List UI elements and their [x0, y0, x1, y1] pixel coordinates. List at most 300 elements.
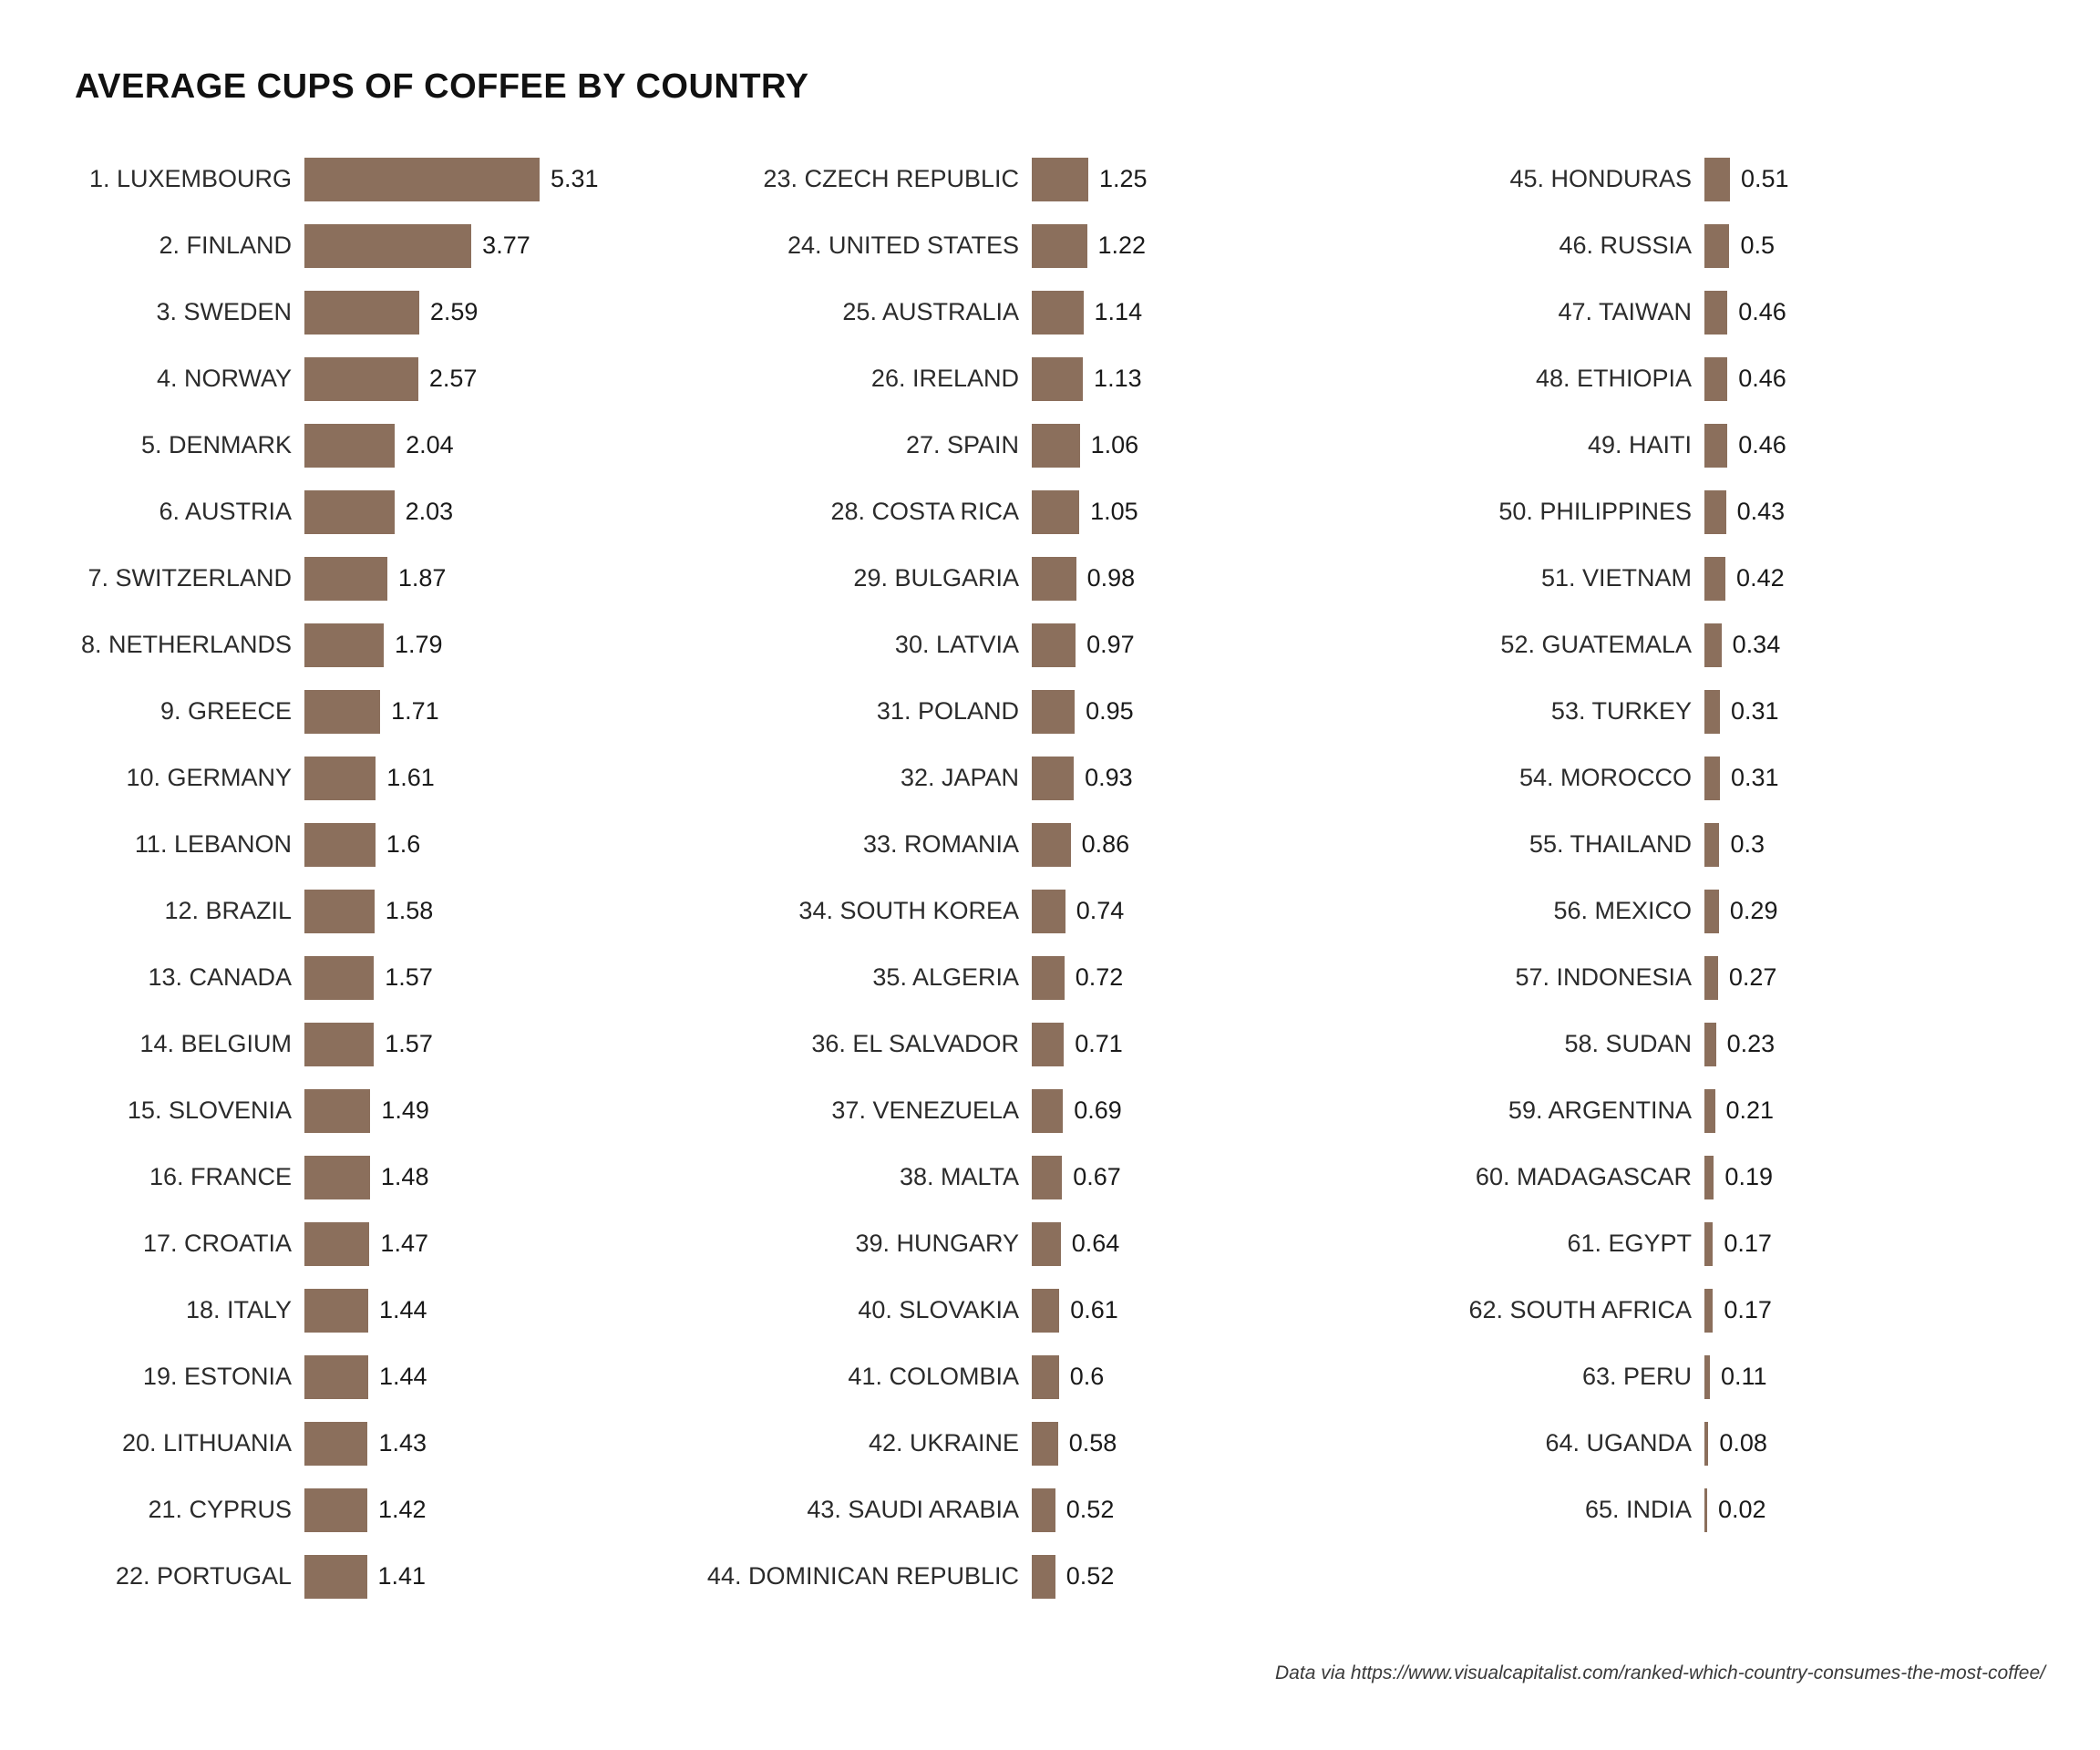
bar [304, 557, 387, 601]
bar-category-label: 5. DENMARK [140, 431, 292, 458]
bar [304, 224, 471, 268]
bar-value-label: 1.42 [377, 1496, 427, 1523]
bar-row [700, 1144, 1400, 1210]
bar [1704, 424, 1727, 468]
bar-value-label: 1.22 [1097, 232, 1147, 259]
bar-value-label: 0.72 [1075, 963, 1124, 991]
bar-row [0, 146, 700, 212]
bar-value-label: 0.52 [1065, 1562, 1115, 1590]
bar-track [1704, 279, 2100, 345]
bar-row [700, 412, 1400, 479]
bar-value-label: 1.57 [385, 1030, 433, 1057]
bar [1032, 424, 1080, 468]
bar [304, 291, 419, 335]
bar-row [700, 146, 1400, 212]
bar-category-label: 62. SOUTH AFRICA [1468, 1296, 1692, 1323]
bar [1032, 1023, 1064, 1066]
bar-category-label: 47. TAIWAN [1558, 298, 1692, 325]
bar-row [0, 412, 700, 479]
bar-track [304, 1077, 700, 1144]
bar-row [0, 944, 700, 1011]
bar-category-label: 63. PERU [1581, 1363, 1692, 1390]
bar [1032, 291, 1084, 335]
bar [1704, 623, 1722, 667]
bar [1032, 890, 1065, 933]
bar-value-label: 0.61 [1070, 1296, 1118, 1323]
bar-track [304, 678, 700, 745]
bar-track [1032, 1077, 1400, 1144]
bar-track [1704, 1210, 2100, 1277]
bar [1704, 1156, 1714, 1199]
bar-row [1400, 878, 2100, 944]
bar-row [700, 878, 1400, 944]
bar-value-label: 1.43 [378, 1429, 427, 1457]
bar-track [1704, 1343, 2100, 1410]
bar-track [1032, 944, 1400, 1011]
bar-track [304, 1011, 700, 1077]
bar-track [1704, 146, 2100, 212]
bar-track [1704, 745, 2100, 811]
bar-row [1400, 1144, 2100, 1210]
bar [304, 1355, 368, 1399]
bar-category-label: 20. LITHUANIA [121, 1429, 292, 1457]
bar-category-label: 53. TURKEY [1550, 697, 1692, 725]
bar-category-label: 27. SPAIN [905, 431, 1019, 458]
bar-row [0, 1144, 700, 1210]
bar-category-label: 23. CZECH REPUBLIC [763, 165, 1019, 192]
bar-track [1704, 678, 2100, 745]
bar-track [304, 745, 700, 811]
bar-track [1704, 212, 2100, 279]
bar-track [1032, 212, 1400, 279]
bar-track [1704, 1277, 2100, 1343]
bar-category-label: 37. VENEZUELA [831, 1096, 1019, 1124]
bar-track [1032, 146, 1400, 212]
bar-value-label: 0.64 [1071, 1230, 1120, 1257]
bar-value-label: 0.23 [1726, 1030, 1776, 1057]
chart-column [1400, 146, 2100, 1610]
bar-category-label: 52. GUATEMALA [1500, 631, 1692, 658]
bar-row [700, 1477, 1400, 1543]
bar-track [1704, 878, 2100, 944]
bar-category-label: 48. ETHIOPIA [1535, 365, 1692, 392]
bar-category-label: 65. INDIA [1584, 1496, 1692, 1523]
bar-value-label: 0.69 [1074, 1096, 1122, 1124]
bar-value-label: 0.86 [1081, 830, 1130, 858]
bar-category-label: 11. LEBANON [134, 830, 292, 858]
bar-track [304, 1543, 700, 1610]
bar-value-label: 1.58 [385, 897, 434, 924]
bar-category-label: 9. GREECE [160, 697, 292, 725]
bar-value-label: 0.52 [1065, 1496, 1115, 1523]
bar-row [1400, 811, 2100, 878]
bar-value-label: 1.61 [386, 764, 435, 791]
bar [1704, 158, 1730, 201]
bar [304, 956, 374, 1000]
bar-row [1400, 1210, 2100, 1277]
bar-row [0, 878, 700, 944]
bar-value-label: 0.51 [1741, 165, 1789, 192]
bar-value-label: 0.27 [1728, 963, 1777, 991]
bar-category-label: 59. ARGENTINA [1508, 1096, 1692, 1124]
bar-category-label: 4. NORWAY [156, 365, 292, 392]
bar [304, 1555, 367, 1599]
bar-row [700, 345, 1400, 412]
bar-category-label: 51. VIETNAM [1540, 564, 1692, 592]
bar-value-label: 2.59 [429, 298, 479, 325]
bar-category-label: 8. NETHERLANDS [80, 631, 292, 658]
bar-value-label: 0.97 [1086, 631, 1135, 658]
bar-row [0, 279, 700, 345]
bar-category-label: 6. AUSTRIA [159, 498, 292, 525]
bar-row [700, 212, 1400, 279]
bar [1704, 557, 1725, 601]
bar-track [304, 1343, 700, 1410]
bar-row [0, 745, 700, 811]
bar-track [304, 279, 700, 345]
bar-category-label: 7. SWITZERLAND [88, 564, 292, 592]
bar-category-label: 15. SLOVENIA [127, 1096, 292, 1124]
bar-row [0, 612, 700, 678]
bar [1032, 1555, 1055, 1599]
bar-category-label: 54. MOROCCO [1518, 764, 1692, 791]
bar [1704, 823, 1719, 867]
bar-value-label: 1.87 [397, 564, 447, 592]
bar-track [1032, 1277, 1400, 1343]
bar-track [1032, 745, 1400, 811]
bar [1704, 1089, 1715, 1133]
bar-category-label: 2. FINLAND [159, 232, 292, 259]
chart-column [0, 146, 700, 1610]
bar-value-label: 1.25 [1099, 165, 1148, 192]
bar-value-label: 0.95 [1086, 697, 1134, 725]
bar-track [1704, 811, 2100, 878]
bar-category-label: 45. HONDURAS [1509, 165, 1692, 192]
bar-category-label: 39. HUNGARY [855, 1230, 1019, 1257]
bar [304, 623, 384, 667]
chart-column [700, 146, 1400, 1610]
bar-row [700, 944, 1400, 1011]
bar [1032, 1089, 1063, 1133]
bar-track [1704, 1410, 2100, 1477]
bar-row [0, 1011, 700, 1077]
bar-value-label: 0.71 [1075, 1030, 1123, 1057]
bar [1704, 224, 1729, 268]
bar-track [1032, 279, 1400, 345]
bar [1032, 823, 1071, 867]
bar-value-label: 0.6 [1069, 1363, 1105, 1390]
bar-value-label: 1.44 [378, 1363, 427, 1390]
bar-track [1032, 1543, 1400, 1610]
bar-category-label: 33. ROMANIA [862, 830, 1019, 858]
bar-track [1032, 878, 1400, 944]
bar-category-label: 25. AUSTRALIA [842, 298, 1019, 325]
bar-value-label: 0.31 [1731, 764, 1779, 791]
bar-track [1032, 545, 1400, 612]
bar-value-label: 0.02 [1718, 1496, 1766, 1523]
bar [304, 1023, 374, 1066]
bar-row [700, 545, 1400, 612]
bar-value-label: 0.74 [1076, 897, 1125, 924]
bar [1032, 690, 1075, 734]
bar-category-label: 55. THAILAND [1529, 830, 1692, 858]
bar-track [304, 412, 700, 479]
bar-row [1400, 479, 2100, 545]
bar-track [304, 212, 700, 279]
bar-row [1400, 678, 2100, 745]
bar-category-label: 56. MEXICO [1553, 897, 1692, 924]
bar-row [1400, 279, 2100, 345]
bar-row [0, 479, 700, 545]
bar-track [304, 1477, 700, 1543]
bar-row [1400, 545, 2100, 612]
bar-value-label: 0.19 [1724, 1163, 1773, 1190]
bar [1032, 757, 1074, 800]
bar-value-label: 0.17 [1724, 1296, 1772, 1323]
bar-row [700, 678, 1400, 745]
bar-row [1400, 345, 2100, 412]
bar-value-label: 1.49 [381, 1096, 429, 1124]
bar [1704, 1289, 1713, 1333]
bar-row [1400, 1277, 2100, 1343]
bar [1032, 1355, 1059, 1399]
bar-row [0, 212, 700, 279]
bar-row [0, 811, 700, 878]
bar-category-label: 49. HAITI [1587, 431, 1692, 458]
bar-value-label: 1.41 [377, 1562, 427, 1590]
bar-track [304, 479, 700, 545]
bar-category-label: 26. IRELAND [870, 365, 1019, 392]
bar-row [1400, 1410, 2100, 1477]
bar-row [700, 1543, 1400, 1610]
bar [304, 1222, 369, 1266]
bar-value-label: 1.05 [1090, 498, 1138, 525]
bar-category-label: 64. UGANDA [1545, 1429, 1692, 1457]
bar-value-label: 1.47 [380, 1230, 428, 1257]
bar-track [1704, 479, 2100, 545]
bar-category-label: 38. MALTA [899, 1163, 1019, 1190]
bar [1704, 490, 1726, 534]
bar [304, 490, 395, 534]
bar-track [304, 612, 700, 678]
bar-track [304, 146, 700, 212]
bar [1704, 757, 1720, 800]
bar-value-label: 2.57 [428, 365, 478, 392]
bar-category-label: 31. POLAND [876, 697, 1019, 725]
bar [1704, 1023, 1716, 1066]
bar-row [1400, 1477, 2100, 1543]
bar-track [1704, 345, 2100, 412]
bar-track [304, 811, 700, 878]
chart-columns [0, 146, 2100, 1610]
bar [304, 1089, 370, 1133]
bar-value-label: 0.46 [1738, 298, 1786, 325]
bar-value-label: 1.06 [1090, 431, 1139, 458]
bar-track [1704, 1011, 2100, 1077]
bar [1032, 357, 1083, 401]
bar-category-label: 29. BULGARIA [853, 564, 1019, 592]
bar-category-label: 18. ITALY [185, 1296, 292, 1323]
bar-row [1400, 944, 2100, 1011]
bar-value-label: 0.3 [1730, 830, 1765, 858]
bar-row [0, 545, 700, 612]
bar-category-label: 60. MADAGASCAR [1475, 1163, 1692, 1190]
bar-category-label: 50. PHILIPPINES [1498, 498, 1692, 525]
bar-track [1032, 345, 1400, 412]
bar-track [1032, 479, 1400, 545]
bar-category-label: 21. CYPRUS [148, 1496, 292, 1523]
bar-row [700, 1410, 1400, 1477]
bar-value-label: 0.46 [1738, 431, 1786, 458]
bar-value-label: 0.11 [1721, 1363, 1767, 1390]
bar [304, 158, 540, 201]
bar-value-label: 0.5 [1740, 232, 1775, 259]
bar [1704, 1222, 1713, 1266]
bar-value-label: 1.48 [380, 1163, 429, 1190]
bar-category-label: 16. FRANCE [149, 1163, 292, 1190]
bar-value-label: 2.04 [406, 431, 454, 458]
bar-category-label: 17. CROATIA [142, 1230, 292, 1257]
bar-category-label: 43. SAUDI ARABIA [807, 1496, 1019, 1523]
bar-row [0, 1543, 700, 1610]
bar-track [1704, 1077, 2100, 1144]
bar [1032, 557, 1076, 601]
bar-value-label: 1.44 [378, 1296, 427, 1323]
bar-category-label: 32. JAPAN [900, 764, 1019, 791]
bar [1704, 690, 1720, 734]
bar-row [1400, 146, 2100, 212]
bar-category-label: 44. DOMINICAN REPUBLIC [706, 1562, 1019, 1590]
bar [304, 1488, 367, 1532]
bar-track [1704, 1144, 2100, 1210]
bar-track [1032, 1477, 1400, 1543]
bar [1032, 490, 1079, 534]
bar-category-label: 40. SLOVAKIA [858, 1296, 1019, 1323]
bar-category-label: 61. EGYPT [1567, 1230, 1692, 1257]
bar-track [1032, 612, 1400, 678]
bar-value-label: 0.42 [1736, 564, 1785, 592]
bar-row [700, 612, 1400, 678]
bar [1032, 1488, 1055, 1532]
bar-row [1400, 1077, 2100, 1144]
bar-category-label: 10. GERMANY [126, 764, 292, 791]
bar-row [1400, 612, 2100, 678]
bar-row [0, 1477, 700, 1543]
bar-value-label: 3.77 [482, 232, 530, 259]
bar-category-label: 24. UNITED STATES [787, 232, 1019, 259]
bar-value-label: 1.14 [1094, 298, 1143, 325]
bar [1704, 956, 1718, 1000]
bar [1032, 1289, 1059, 1333]
bar-category-label: 13. CANADA [148, 963, 292, 991]
bar-row [0, 1210, 700, 1277]
bar [1032, 1222, 1061, 1266]
bar-row [1400, 212, 2100, 279]
bar-value-label: 0.46 [1738, 365, 1786, 392]
bar [1704, 890, 1719, 933]
bar [1032, 224, 1087, 268]
bar-row [0, 1077, 700, 1144]
bar [1032, 1156, 1062, 1199]
page-title: AVERAGE CUPS OF COFFEE BY COUNTRY [75, 67, 809, 106]
bar [304, 357, 418, 401]
bar-category-label: 14. BELGIUM [139, 1030, 292, 1057]
bar-track [304, 944, 700, 1011]
bar-track [1704, 412, 2100, 479]
bar-value-label: 0.31 [1731, 697, 1779, 725]
bar-row [700, 479, 1400, 545]
bar-category-label: 35. ALGERIA [872, 963, 1019, 991]
bar-category-label: 46. RUSSIA [1559, 232, 1692, 259]
bar-value-label: 0.43 [1736, 498, 1786, 525]
bar-row [700, 1343, 1400, 1410]
bar-value-label: 0.34 [1732, 631, 1781, 658]
bar-value-label: 0.67 [1073, 1163, 1121, 1190]
bar [1704, 291, 1727, 335]
bar-category-label: 3. SWEDEN [156, 298, 292, 325]
bar [1032, 158, 1088, 201]
bar-track [304, 1277, 700, 1343]
bar-row [1400, 1011, 2100, 1077]
bar-row [700, 279, 1400, 345]
bar-value-label: 0.08 [1719, 1429, 1767, 1457]
source-note: Data via https://www.visualcapitalist.com/ranked-which-country-consumes-the-most-coffee/ [1275, 1662, 2045, 1683]
bar-track [1032, 1144, 1400, 1210]
bar-value-label: 0.17 [1724, 1230, 1772, 1257]
bar-category-label: 34. SOUTH KOREA [798, 897, 1019, 924]
bar [304, 1422, 367, 1466]
bar-track [304, 1410, 700, 1477]
bar [304, 823, 376, 867]
bar-track [1032, 1011, 1400, 1077]
bar-row [700, 1011, 1400, 1077]
bar-category-label: 22. PORTUGAL [115, 1562, 292, 1590]
bar-row [1400, 1343, 2100, 1410]
bar-value-label: 0.93 [1085, 764, 1133, 791]
bar-track [1032, 1410, 1400, 1477]
bar [304, 757, 376, 800]
bar-row [1400, 745, 2100, 811]
bar-value-label: 0.98 [1086, 564, 1136, 592]
bar-value-label: 1.71 [391, 697, 439, 725]
bar [1032, 1422, 1058, 1466]
bar [304, 690, 380, 734]
bar-track [304, 545, 700, 612]
bar-track [304, 1144, 700, 1210]
bar-category-label: 30. LATVIA [894, 631, 1019, 658]
bar-row [0, 1410, 700, 1477]
bar-value-label: 0.21 [1725, 1096, 1775, 1124]
bar-row [0, 1343, 700, 1410]
bar [1704, 357, 1727, 401]
bar-value-label: 1.13 [1094, 365, 1142, 392]
bar-row [700, 811, 1400, 878]
bar-row [700, 745, 1400, 811]
bar-track [1032, 678, 1400, 745]
bar-category-label: 42. UKRAINE [868, 1429, 1019, 1457]
bar-row [0, 345, 700, 412]
bar-track [1704, 612, 2100, 678]
bar-category-label: 12. BRAZIL [164, 897, 292, 924]
bar-row [700, 1077, 1400, 1144]
bar-value-label: 1.6 [386, 830, 421, 858]
bar [304, 1156, 370, 1199]
bar-track [1704, 545, 2100, 612]
bar-value-label: 1.79 [394, 631, 443, 658]
bar-track [1704, 1477, 2100, 1543]
bar-category-label: 41. COLOMBIA [848, 1363, 1019, 1390]
bar-value-label: 0.29 [1729, 897, 1778, 924]
